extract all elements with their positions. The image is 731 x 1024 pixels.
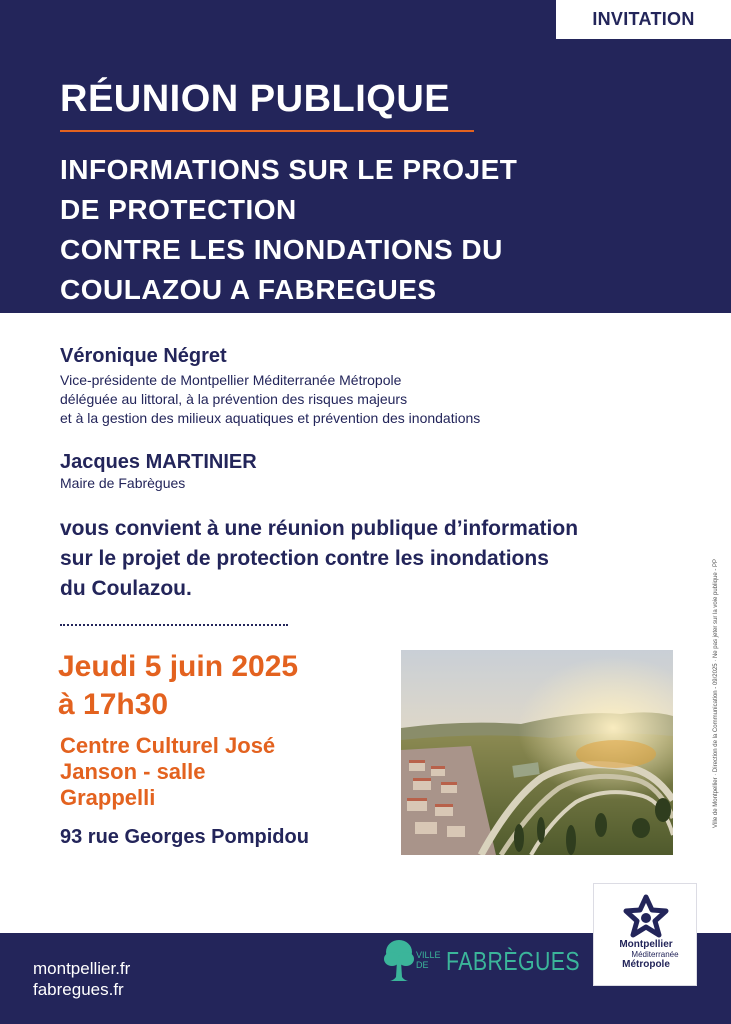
- invitation-tag: INVITATION: [556, 0, 731, 39]
- venue-line: Grappelli: [60, 785, 156, 810]
- page-title: RÉUNION PUBLIQUE: [60, 78, 451, 120]
- dotted-divider: [60, 624, 288, 626]
- link-fabregues[interactable]: fabregues.fr: [33, 980, 124, 999]
- event-address: 93 rue Georges Pompidou: [60, 826, 309, 848]
- host-role-martinier: [60, 474, 620, 493]
- side-credit: Ville de Montpellier · Direction de la Communication - 09/2025 · Ne pas jeter sur la voie publique - PP: [713, 558, 719, 828]
- invitation-line: sur le projet de protection contre les inondations: [60, 547, 549, 570]
- invitation-text: [60, 514, 680, 604]
- aerial-photo: [401, 650, 673, 855]
- subtitle-line: DE PROTECTION: [60, 194, 297, 225]
- logo-line: Méditerranée: [631, 950, 679, 959]
- venue-line: Janson - salle: [60, 759, 206, 784]
- role-line: et à la gestion des milieux aquatiques et prévention des inondations: [60, 410, 481, 426]
- subtitle-line: CONTRE LES INONDATIONS DU: [60, 234, 503, 265]
- title-divider: [60, 130, 474, 132]
- logo-line: Métropole: [622, 959, 670, 970]
- subtitle: [60, 150, 680, 310]
- event-date-line: Jeudi 5 juin 2025: [58, 650, 299, 683]
- event-date: [58, 648, 298, 724]
- logo-word: DE: [416, 960, 429, 970]
- event-time-line: à 17h30: [58, 688, 169, 721]
- venue-line: Centre Culturel José: [60, 733, 276, 758]
- tree-icon: [383, 937, 415, 983]
- logo-word: VILLE: [416, 950, 441, 960]
- role-line: Vice-présidente de Montpellier Méditerranée Métropole: [60, 372, 402, 388]
- event-venue: [60, 733, 275, 811]
- invitation-line: du Coulazou.: [60, 577, 192, 600]
- host-name-martinier: Jacques MARTINIER: [60, 451, 257, 473]
- header-banner: [0, 0, 731, 313]
- fabregues-logo-text: FABRÈGUES: [446, 946, 581, 976]
- metropole-logo: [593, 883, 697, 986]
- invitation-line: vous convient à une réunion publique d’information: [60, 517, 579, 540]
- logo-line: Montpellier: [619, 939, 673, 950]
- link-montpellier[interactable]: montpellier.fr: [33, 959, 131, 978]
- role-line: Maire de Fabrègues: [60, 475, 186, 491]
- host-role-negret: [60, 371, 620, 428]
- host-name-negret: Véronique Négret: [60, 345, 227, 367]
- subtitle-line: COULAZOU A FABREGUES: [60, 274, 437, 305]
- metropole-logo-text: [594, 940, 698, 970]
- star-icon: [623, 894, 669, 938]
- subtitle-line: INFORMATIONS SUR LE PROJET: [60, 154, 518, 185]
- fabregues-logo-prefix: [416, 950, 441, 970]
- role-line: déléguée au littoral, à la prévention des risques majeurs: [60, 391, 408, 407]
